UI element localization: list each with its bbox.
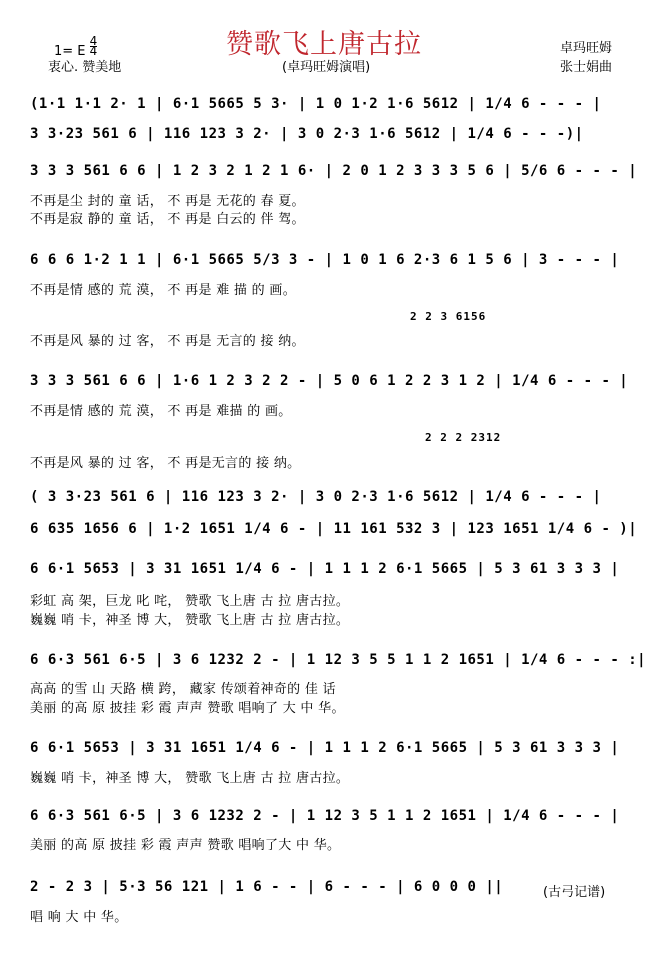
performer-credit: (卓玛旺姆演唱): [282, 60, 371, 75]
song-title: 赞歌飞上唐古拉: [226, 29, 422, 60]
lyric-line: 巍巍 哨 卡，神圣 博 大， 赞歌 飞上唐 古 拉 唐古拉。: [30, 613, 350, 628]
score-line-11: 6 6·3 561 6·5 | 3 6 1232 2 - | 1 12 3 5 1 1 2 1651 | 1/4 6 - - - |: [30, 808, 620, 824]
score-line-9: 6 6·3 561 6·5 | 3 6 1232 2 - | 1 12 3 5 5 1 1 2 1651 | 1/4 6 - - - :|: [30, 652, 647, 668]
lyric-line: 美丽 的高 原 披挂 彩 霞 声声 赞歌 唱响了 大 中 华。: [30, 701, 345, 716]
lyric-line: 不再是风 暴的 过 客， 不 再是 无言的 接 纳。: [30, 334, 305, 349]
score-line-1: (1·1 1·1 2· 1 | 6·1 5665 5 3· | 1 0 1·2 1·6 5612 | 1/4 6 - - - |: [30, 96, 602, 112]
score-line-7: 6 635 1656 6 | 1·2 1651 1/4 6 - | 11 161 532 3 | 123 1651 1/4 6 - )|: [30, 521, 638, 537]
expression-mark: 衷心. 赞美地: [48, 60, 122, 75]
lyricist-credit: 卓玛旺姆: [560, 41, 613, 56]
time-signature: [89, 34, 98, 58]
transcriber-note: (古弓记谱): [543, 885, 606, 900]
score-line-8: 6 6·1 5653 | 3 31 1651 1/4 6 - | 1 1 1 2 6·1 5665 | 5 3 61 3 3 3 |: [30, 561, 620, 577]
lyric-line: 高高 的雪 山 天路 横 跨， 藏家 传颂着神奇的 佳 话: [30, 682, 336, 697]
lyric-line: 不再是情 感的 荒 漠， 不 再是 难描 的 画。: [30, 404, 292, 419]
score-line-10: 6 6·1 5653 | 3 31 1651 1/4 6 - | 1 1 1 2 6·1 5665 | 5 3 61 3 3 3 |: [30, 740, 620, 756]
lyric-line: 不再是尘 封的 童 话， 不 再是 无花的 春 夏。: [30, 194, 305, 209]
alt-notes: 2 2 3 6156: [410, 310, 487, 323]
time-signature-top: 4: [89, 34, 98, 48]
score-line-4: 6 6 6 1·2 1 1 | 6·1 5665 5/3 3 - | 1 0 1 6 2·3 6 1 5 6 | 3 - - - |: [30, 252, 620, 268]
lyric-line: 美丽 的高 原 披挂 彩 霞 声声 赞歌 唱响了大 中 华。: [30, 838, 341, 853]
score-line-2: 3 3·23 561 6 | 116 123 3 2· | 3 0 2·3 1·6 5612 | 1/4 6 - - -)|: [30, 126, 584, 142]
lyric-line: 不再是情 感的 荒 漠， 不 再是 难 描 的 画。: [30, 283, 296, 298]
score-line-12: 2 - 2 3 | 5·3 56 121 | 1 6 - - | 6 - - - | 6 0 0 0 ||: [30, 879, 504, 895]
lyric-line: 唱 响 大 中 华。: [30, 910, 128, 925]
lyric-line: 不再是寂 静的 童 话， 不 再是 白云的 伴 驾。: [30, 212, 305, 227]
score-line-3: 3 3 3 561 6 6 | 1 2 3 2 1 2 1 6· | 2 0 1 2 3 3 3 5 6 | 5/6 6 - - - |: [30, 163, 638, 179]
alt-notes: 2 2 2 2312: [425, 431, 502, 444]
lyric-line: 彩虹 高 架，巨龙 叱 咤， 赞歌 飞上唐 古 拉 唐古拉。: [30, 594, 350, 609]
score-line-5: 3 3 3 561 6 6 | 1·6 1 2 3 2 2 - | 5 0 6 1 2 2 3 1 2 | 1/4 6 - - - |: [30, 373, 629, 389]
lyric-line: 巍巍 哨 卡，神圣 博 大， 赞歌 飞上唐 古 拉 唐古拉。: [30, 771, 350, 786]
time-signature-bottom: 4: [89, 44, 98, 58]
composer-credit: 张士娟曲: [560, 60, 613, 75]
score-line-6: ( 3 3·23 561 6 | 116 123 3 2· | 3 0 2·3 1·6 5612 | 1/4 6 - - - |: [30, 489, 602, 505]
lyric-line: 不再是风 暴的 过 客， 不 再是无言的 接 纳。: [30, 456, 301, 471]
key-prefix: 1= E: [54, 44, 86, 59]
